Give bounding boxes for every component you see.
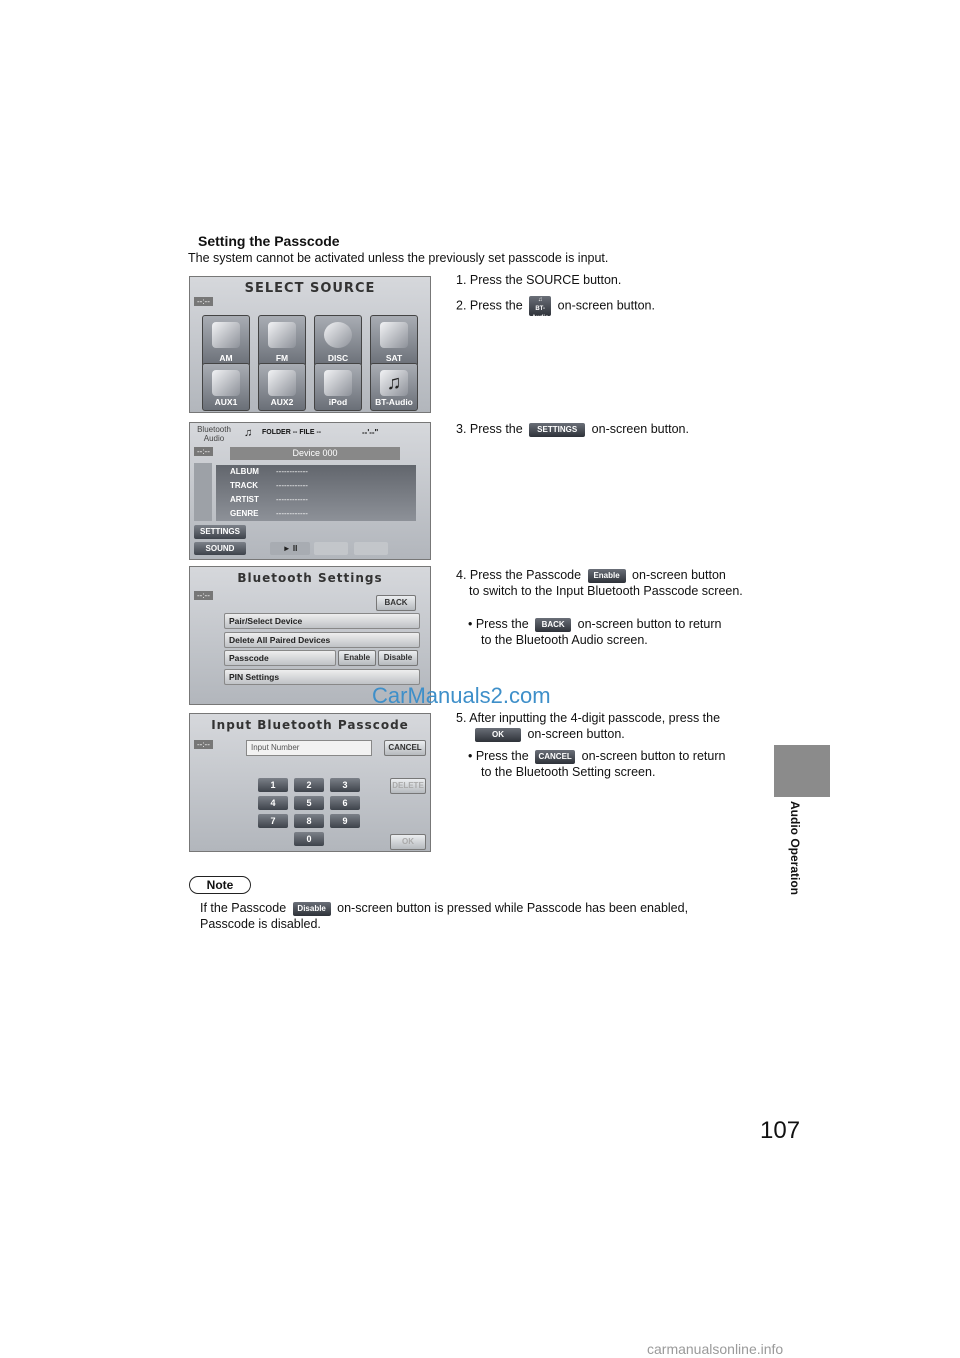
cancel-chip: CANCEL — [535, 750, 575, 764]
genre-label: GENRE — [230, 509, 259, 518]
watermark: CarManuals2.com — [372, 683, 551, 708]
button-label: BT-Audio — [375, 397, 413, 407]
screen-title: Bluetooth Audio — [197, 425, 231, 443]
cable-icon — [212, 370, 240, 396]
clock: --:-- — [194, 297, 213, 306]
sound-button[interactable]: SOUND — [194, 542, 246, 555]
disable-chip: Disable — [293, 902, 331, 916]
clock: --:-- — [194, 447, 213, 456]
folder-file-info: FOLDER -- FILE -- — [262, 429, 322, 436]
key-4[interactable]: 4 — [258, 796, 288, 810]
music-note-icon: ♫ — [244, 427, 253, 439]
step-text: on-screen button. — [557, 298, 655, 313]
delete-button[interactable]: DELETE — [390, 778, 426, 794]
step-text: 5. After inputting the 4-digit passcode, press the — [456, 711, 721, 725]
radio-icon — [268, 322, 296, 348]
cable-icon — [268, 370, 296, 396]
clock: --:-- — [194, 740, 213, 749]
source-bt-audio-button[interactable] — [370, 363, 418, 411]
button-label: FM — [275, 353, 289, 363]
device-name: Device 000 — [230, 447, 400, 460]
chip-label: BT-Audio — [531, 306, 549, 321]
step-5-subnote — [468, 748, 758, 780]
ipod-icon — [324, 370, 352, 396]
source-sat-button[interactable] — [370, 315, 418, 367]
page-number: 107 — [760, 1117, 801, 1144]
radio-icon — [212, 322, 240, 348]
key-7[interactable]: 7 — [258, 814, 288, 828]
genre-value: ------------ — [276, 509, 308, 518]
source-am-button[interactable] — [202, 315, 250, 367]
elapsed-time: --'--" — [362, 428, 379, 437]
step-4 — [456, 567, 756, 599]
note-badge: Note — [189, 876, 251, 894]
section-title: Setting the Passcode — [198, 233, 340, 249]
step-3 — [456, 421, 756, 437]
key-0[interactable]: 0 — [294, 832, 324, 846]
satellite-icon — [380, 322, 408, 348]
input-bluetooth-passcode-screen — [189, 713, 431, 852]
key-2[interactable]: 2 — [294, 778, 324, 792]
key-3[interactable]: 3 — [330, 778, 360, 792]
music-note-icon: ♫ — [380, 370, 408, 396]
step-text: on-screen button to return — [577, 617, 722, 631]
key-1[interactable]: 1 — [258, 778, 288, 792]
passcode-disable-button[interactable]: Disable — [378, 650, 418, 666]
step-text — [456, 726, 756, 742]
delete-all-paired-devices-item[interactable]: Delete All Paired Devices — [224, 632, 420, 648]
step-1: 1. Press the SOURCE button. — [456, 273, 622, 287]
step-text: • Press the — [468, 749, 529, 763]
transport-button[interactable] — [354, 542, 388, 555]
artist-label: ARTIST — [230, 495, 259, 504]
step-text: • Press the — [468, 617, 529, 631]
back-chip: BACK — [535, 618, 571, 632]
step-text: to switch to the Input Bluetooth Passcode screen. — [469, 584, 743, 598]
intro-text: The system cannot be activated unless the previously set passcode is input. — [188, 251, 609, 265]
step-text: 4. Press the Passcode — [456, 568, 582, 582]
track-value: ------------ — [276, 481, 308, 490]
step-text: on-screen button. — [527, 727, 625, 741]
source-aux2-button[interactable] — [258, 363, 306, 411]
pair-select-device-item[interactable]: Pair/Select Device — [224, 613, 420, 629]
key-8[interactable]: 8 — [294, 814, 324, 828]
note-text-part: If the Passcode — [200, 901, 287, 915]
ok-chip: OK — [475, 728, 521, 742]
album-value: ------------ — [276, 467, 308, 476]
screen-title: Bluetooth Settings — [237, 571, 383, 585]
play-pause-button[interactable]: ► II — [270, 542, 310, 555]
screen-title: SELECT SOURCE — [244, 281, 376, 296]
button-label: DISC — [327, 353, 349, 363]
step-text: 2. Press the — [456, 298, 523, 313]
step-2 — [456, 296, 756, 321]
screen-title: Input Bluetooth Passcode — [211, 718, 409, 732]
track-info-panel — [216, 465, 416, 521]
pin-settings-item[interactable]: PIN Settings — [224, 669, 420, 685]
step-5 — [456, 710, 756, 742]
track-label: TRACK — [230, 481, 258, 490]
button-label: AUX2 — [270, 397, 294, 407]
clock: --:-- — [194, 591, 213, 600]
ok-button[interactable]: OK — [390, 834, 426, 850]
step-text: to the Bluetooth Audio screen. — [481, 633, 648, 647]
section-tab — [774, 745, 830, 797]
button-label: AM — [219, 353, 233, 363]
button-label: AUX1 — [214, 397, 238, 407]
passcode-item: Passcode — [224, 650, 336, 666]
step-4-subnote — [468, 616, 758, 648]
button-label: iPod — [328, 397, 348, 407]
key-5[interactable]: 5 — [294, 796, 324, 810]
source-fm-button[interactable] — [258, 315, 306, 367]
enable-chip: Enable — [588, 569, 626, 583]
step-text: 3. Press the — [456, 422, 523, 436]
settings-button[interactable]: SETTINGS — [194, 525, 246, 539]
cancel-button[interactable]: CANCEL — [384, 740, 426, 756]
back-button[interactable]: BACK — [376, 595, 416, 611]
side-controls — [194, 463, 212, 521]
settings-chip: SETTINGS — [529, 423, 585, 437]
step-text: to the Bluetooth Setting screen. — [481, 765, 656, 779]
footer-watermark: carmanualsonline.info — [647, 1341, 784, 1357]
button-label: SAT — [385, 353, 403, 363]
step-text: on-screen button — [632, 568, 726, 582]
select-source-screen — [189, 276, 431, 413]
key-6[interactable]: 6 — [330, 796, 360, 810]
bluetooth-audio-screen — [189, 422, 431, 560]
source-aux1-button[interactable] — [202, 363, 250, 411]
passcode-enable-button[interactable]: Enable — [338, 650, 376, 666]
source-disc-button[interactable] — [314, 315, 362, 367]
passcode-input-field[interactable]: Input Number — [246, 740, 372, 756]
bt-audio-chip: ♫ BT-Audio — [529, 296, 551, 316]
transport-button[interactable] — [314, 542, 348, 555]
section-tab-label: Audio Operation — [788, 801, 802, 895]
source-ipod-button[interactable] — [314, 363, 362, 411]
key-9[interactable]: 9 — [330, 814, 360, 828]
step-text: on-screen button to return — [581, 749, 726, 763]
note-text-part: on-screen button is pressed while Passcode has been enabled, Passcode is disabled. — [200, 901, 689, 931]
disc-icon — [324, 322, 352, 348]
step-text: on-screen button. — [591, 422, 689, 436]
artist-value: ------------ — [276, 495, 308, 504]
album-label: ALBUM — [230, 467, 259, 476]
note-text — [200, 900, 730, 932]
